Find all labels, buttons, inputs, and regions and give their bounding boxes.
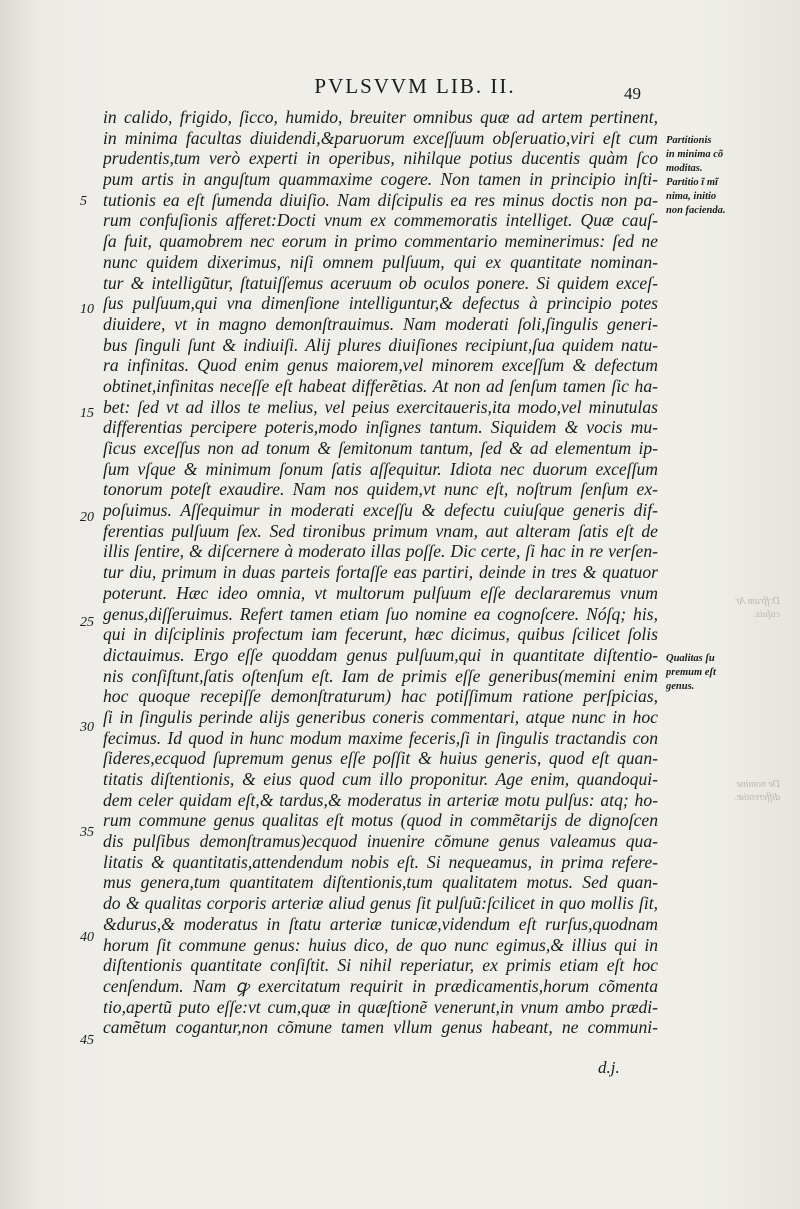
margin-note-line: in minima cõ <box>666 149 724 160</box>
body-text <box>103 107 658 1038</box>
text-line: obtinet,infinitas neceſſe eſt habeat differẽtias. At non ad ſenſum tamen ſic ha- <box>103 375 658 396</box>
signature-mark: d.j. <box>598 1058 620 1077</box>
text-line: diſtentionis quantitate conſiſtit. Si nihil reperiatur, ex primis etiam eſt hoc <box>103 955 658 976</box>
margin-note-line: moditas. <box>666 163 703 174</box>
running-head: PVLSVVM LIB. II. <box>314 74 516 98</box>
text-line: ra infinitas. Quod enim genus maiorem,vel minorem exceſſum & defectum <box>103 355 658 376</box>
line-number: 45 <box>80 1033 94 1048</box>
text-line: ſa fuit, quamobrem nec eorum in primo commentario meminerimus: ſed ne <box>103 231 658 252</box>
text-line: camẽtum cogantur,non cõmune tamen vllum genus habeant, ne communi- <box>103 1017 658 1038</box>
text-line: poterunt. Hæc ideo omnia, vt multorum pulſuum eſſe declararemus vnum <box>103 582 658 603</box>
text-line: nunc quidem dixerimus, niſi omnem pulſuum, qui ex quantitate nominan- <box>103 251 658 272</box>
text-line: fecimus. Id quod in hunc modum maxime feceris,ſi in ſingulis tractandis con <box>103 727 658 748</box>
text-line: ſus pulſuum,qui vna dimenſione intelliguntur,& defectus à principio potes <box>103 293 658 314</box>
line-number: 30 <box>80 720 94 735</box>
text-line: qui in diſciplinis profectum iam fecerunt, hæc dicimus, quibus ſcilicet ſolis <box>103 624 658 645</box>
margin-note-line: Qualitas ſu <box>666 653 715 664</box>
line-number: 5 <box>80 194 87 209</box>
bleed-through-note: D:ffrum Ar cuſuis. <box>735 596 780 620</box>
text-line: nis conſiſtunt,ſatis oſtenſum eſt. Iam de primis eſſe generibus(memini enim <box>103 665 658 686</box>
text-line: titatis diſtentionis, & eius quod cum illo proponitur. Age enim, quandoqui- <box>103 769 658 789</box>
text-line: dis pulſibus demonſtramus)ecquod inuenire cõmune genus valeamus qua- <box>103 831 658 852</box>
margin-note-line: premum eſt <box>666 667 716 678</box>
text-line: dictauimus. Ergo eſſe quoddam genus pulſuum,qui in quantitate diſtentio- <box>103 644 658 665</box>
text-line: tutionis ea eſt ſumenda diuiſio. Nam diſcipulis ea res minus doctis non pa- <box>103 189 658 210</box>
text-line: mus genera,tum quantitatem diſtentionis,tum qualitatem motus. Sed quan- <box>103 872 658 893</box>
line-number: 35 <box>80 825 94 840</box>
text-line: tonorum poteſt exaudire. Nam nos quidem,vt nunc eſt, noſtrum ſenſum ex- <box>103 479 658 500</box>
margin-note-line: Partitio ĩ mĩ <box>666 177 718 188</box>
bleed-through-note: De nomine differentiæ. <box>734 779 780 803</box>
margin-note-line: nima, initio <box>666 191 717 202</box>
text-line: tur diu, primum in duas parteis fortaſſe eas partiri, deinde in tres & quatuor <box>103 562 658 583</box>
margin-note-line: Partitionis <box>666 135 712 146</box>
page-number: 49 <box>624 84 641 103</box>
text-line: tio,apertũ puto eſſe:vt cum,quæ in quæſtionẽ venerunt,in vnum ambo prædi- <box>103 996 658 1017</box>
text-line: differentias percipere poteris,modo inſignes tantum. Siquidem & vocis mu- <box>103 417 658 438</box>
text-line: in minima facultas diuidendi,&paruorum exceſſuum obſeruatio,viri eſt cum <box>103 127 658 148</box>
text-line: horum ſit commune genus: huius dico, de quo nunc egimus,& illius qui in <box>103 934 658 955</box>
text-line: do & qualitas corporis arteriæ aliud genus ſit pulſuũ:ſcilicet in quo mollis ſit, <box>103 893 658 914</box>
text-line: illis ſentire, & diſcernere à moderato illas poſſe. Dic certe, ſi hac in re verſen- <box>103 541 658 562</box>
text-line: ſideres,ecquod ſupremum genus eſſe poſſit & huius generis, quod eſt quan- <box>103 748 658 769</box>
text-line: ſi in ſingulis perinde alijs generibus coneris commentari, atque nunc in hoc <box>103 706 658 727</box>
text-line: diuidere, vt in magno demonſtrauimus. Nam moderati ſoli,ſingulis generi- <box>103 313 658 334</box>
line-number: 20 <box>80 510 94 525</box>
line-number: 25 <box>80 615 94 630</box>
line-number: 15 <box>80 406 94 421</box>
text-line: in calido, frigido, ſicco, humido, breuiter omnibus quæ ad artem pertinent, <box>103 107 658 127</box>
text-line: ſum vſque & minimum ſonum ſatis aſſequitur. Idiota nec duorum exceſſum <box>103 458 658 479</box>
text-line: bet: ſed vt ad illos te melius, vel peius exercitaueris,ita modo,vel minutulas <box>103 396 658 417</box>
line-number: 10 <box>80 302 94 317</box>
text-line: genus,diſſeruimus. Refert tamen etiam ſuo nomine ea cognoſcere. Nóſq; his, <box>103 603 658 624</box>
line-number: 40 <box>80 930 94 945</box>
text-line: rum confuſionis afferet:Docti vnum ex commemoratis intelliget. Quæ cauſ- <box>103 210 658 231</box>
text-line: tur & intelligũtur, ſtatuiſſemus aceruum ob oculos ponere. Si quidem exceſ- <box>103 272 658 293</box>
text-line: hoc quoque recepiſſe demonſtraturum) hac potiſſimum ratione perſpicias, <box>103 686 658 707</box>
text-line: prudentis,tum verò experti in operibus, nihilque potius ducentis quàm ſco <box>103 148 658 169</box>
text-line: cenſendum. Nam ꝙ exercitatum requirit in prædicamentis,horum cõmenta <box>103 975 658 996</box>
text-line: litatis & quantitatis,attendendum nobis eſt. Si nequeamus, in prima refere- <box>103 851 658 872</box>
margin-note-quality <box>666 652 776 694</box>
text-line: rum commune genus qualitas eſt motus (quod in commẽtarijs de dignoſcen <box>103 810 658 831</box>
margin-note-line: genus. <box>666 681 695 692</box>
text-line: ferentias pulſuum ſex. Sed tironibus primum vnam, aut alteram ſatis eſt de <box>103 520 658 541</box>
text-line: dem celer quidam eſt,& tardus,& moderatus in arteriæ motu pulſus: atq; ho- <box>103 789 658 810</box>
text-line: ſicus exceſſus non ad tonum & ſemitonum tantum, ſed & ad elementum ip- <box>103 438 658 458</box>
text-line: &durus,& moderatus in ſtatu arteriæ tunicæ,videndum eſt rurſus,quodnam <box>103 913 658 934</box>
text-line: bus ſinguli ſunt & indiuiſi. Alij plures diuiſiones recipiunt,ſua quidem natu- <box>103 334 658 355</box>
margin-note-line: non facienda. <box>666 205 726 216</box>
text-line: pum artis in anguſtum quammaxime cogere. Non tamen in principio inſti- <box>103 169 658 190</box>
text-line: poſuimus. Aſſequimur in moderati exceſſu & defectu cuiuſque generis dif- <box>103 500 658 521</box>
margin-note-partition <box>666 134 776 218</box>
